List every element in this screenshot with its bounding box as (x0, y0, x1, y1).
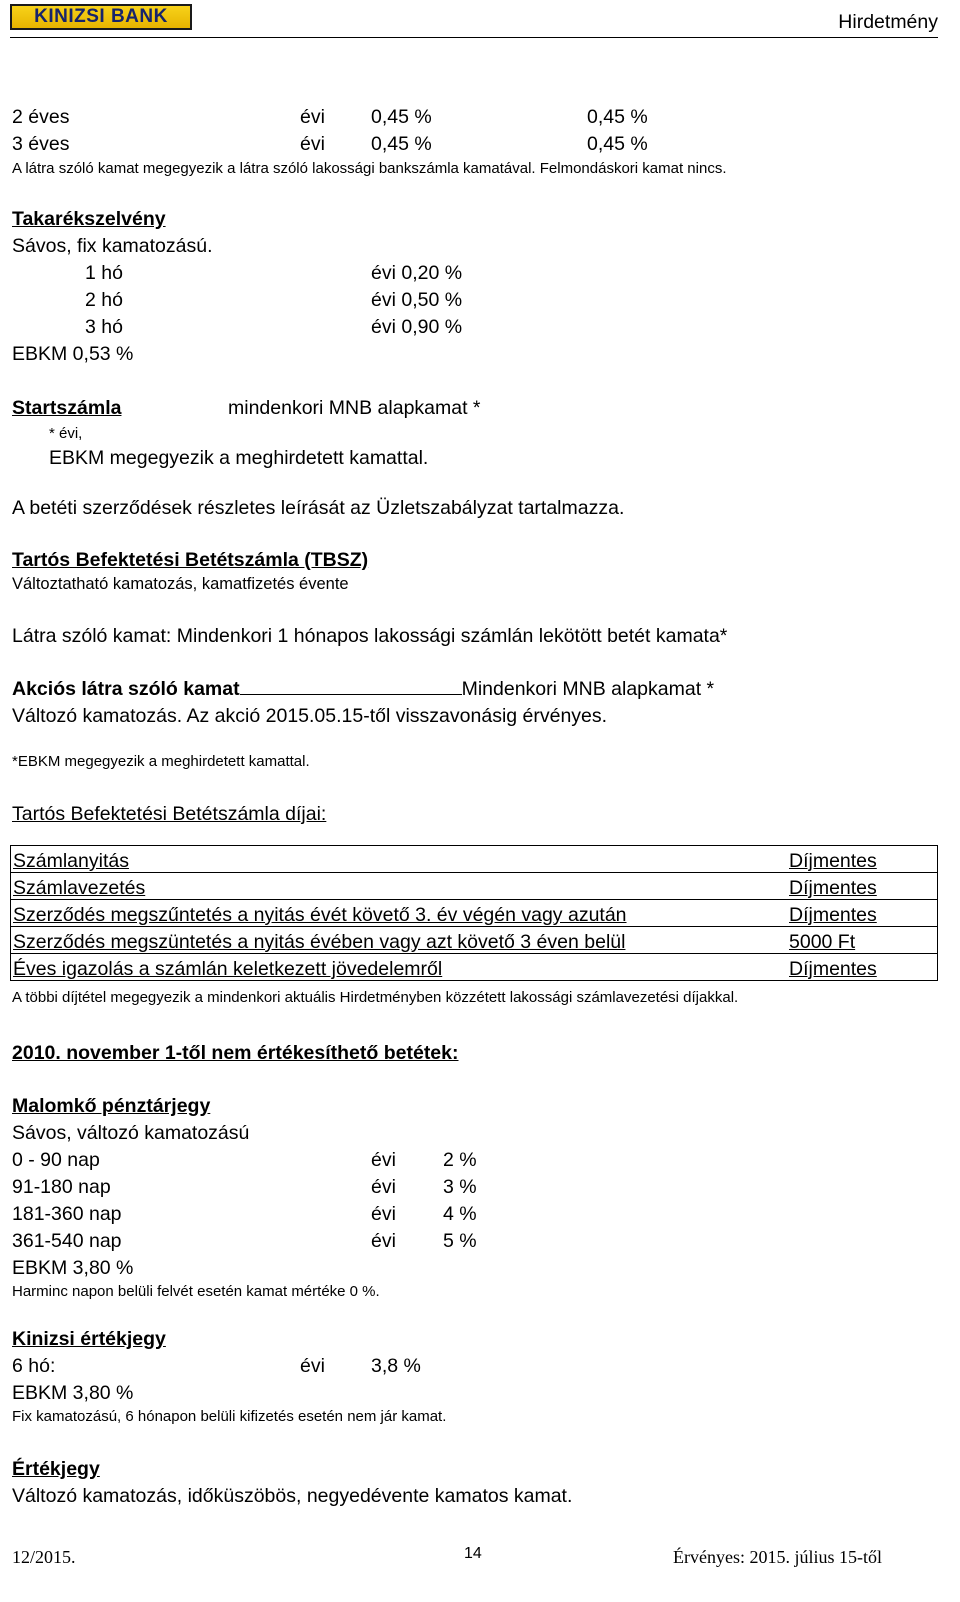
fee-label: Szerződés megszűntetés a nyitás évét követő 3. év végén vagy azután (13, 904, 627, 926)
fee-value: Díjmentes (789, 850, 877, 872)
fee-label: Szerződés megszüntetés a nyitás évében vagy azt követő 3 éven belül (13, 931, 626, 953)
malomko-ebkm: EBKM 3,80 % (12, 1257, 134, 1279)
deposit-rate-ebkm: 0,45 % (587, 133, 648, 155)
tbsz-subtitle: Változtatható kamatozás, kamatfizetés évente (12, 575, 349, 593)
deposit-rate: 0,45 % (371, 133, 432, 155)
takarekszelveny-rate: évi 0,20 % (371, 262, 463, 284)
malomko-term: 181-360 nap (12, 1203, 122, 1225)
deposit-rate: 0,45 % (371, 106, 432, 128)
ertekjegy-title: Értékjegy (12, 1458, 100, 1480)
takarekszelveny-ebkm: EBKM 0,53 % (12, 343, 134, 365)
takarekszelveny-term: 1 hó (85, 262, 123, 284)
deposit-note: A látra szóló kamat megegyezik a látra szóló lakossági bankszámla kamatával. Felmondáskori kamat nincs. (12, 160, 727, 177)
takarekszelveny-term: 3 hó (85, 316, 123, 338)
tbsz-promo-rate: Mindenkori MNB alapkamat * (461, 678, 715, 700)
takarekszelveny-rate: évi 0,50 % (371, 289, 463, 311)
deposit-unit: évi (300, 106, 325, 128)
malomko-rate: 3 % (443, 1176, 477, 1198)
takarekszelveny-subtitle: Sávos, fix kamatozású. (12, 235, 213, 257)
tbsz-sight-rate: Látra szóló kamat: Mindenkori 1 hónapos lakossági számlán lekötött betét kamata* (12, 625, 728, 647)
tbsz-ebkm-note: *EBKM megegyezik a meghirdetett kamattal. (12, 753, 310, 770)
startszamla-title: Startszámla (12, 397, 122, 419)
table-row (11, 846, 938, 873)
table-row (11, 927, 938, 954)
fee-table (10, 845, 938, 981)
table-row (11, 954, 938, 981)
fee-value: Díjmentes (789, 904, 877, 926)
fee-label: Éves igazolás a számlán keletkezett jövedelemről (13, 958, 443, 980)
tbsz-promo-note: Változó kamatozás. Az akció 2015.05.15-től visszavonásig érvényes. (12, 705, 608, 727)
general-note: A betéti szerződések részletes leírását az Üzletszabályzat tartalmazza. (12, 497, 625, 519)
kinizsi-ebkm: EBKM 3,80 % (12, 1382, 134, 1404)
malomko-term: 91-180 nap (12, 1176, 111, 1198)
tbsz-title: Tartós Befektetési Betétszámla (TBSZ) (12, 549, 369, 571)
deposit-term: 3 éves (12, 133, 70, 155)
footer-validity: Érvényes: 2015. július 15-től (673, 1547, 882, 1567)
deposit-unit: évi (300, 133, 325, 155)
table-row (11, 873, 938, 900)
deposit-rate-ebkm: 0,45 % (587, 106, 648, 128)
startszamla-rate: mindenkori MNB alapkamat * (228, 397, 481, 419)
ertekjegy-note: Változó kamatozás, időküszöbös, negyedévente kamatos kamat. (12, 1485, 573, 1507)
tbsz-promo-row (12, 678, 714, 701)
fee-value: Díjmentes (789, 877, 877, 899)
footer-issue: 12/2015. (12, 1547, 76, 1567)
malomko-unit: évi (371, 1203, 396, 1225)
malomko-unit: évi (371, 1176, 396, 1198)
malomko-rate: 2 % (443, 1149, 477, 1171)
malomko-term: 361-540 nap (12, 1230, 122, 1252)
fee-value: 5000 Ft (789, 931, 856, 953)
kinizsi-note: Fix kamatozású, 6 hónapon belüli kifizetés esetén nem jár kamat. (12, 1408, 447, 1425)
bank-logo: KINIZSI BANK (10, 4, 192, 30)
malomko-title: Malomkő pénztárjegy (12, 1095, 211, 1117)
takarekszelveny-rate: évi 0,90 % (371, 316, 463, 338)
fee-value: Díjmentes (789, 958, 877, 980)
document-title: Hirdetmény (838, 11, 938, 33)
page-number: 14 (464, 1545, 482, 1562)
kinizsi-term: 6 hó: (12, 1355, 56, 1377)
malomko-rate: 5 % (443, 1230, 477, 1252)
malomko-unit: évi (371, 1149, 396, 1171)
startszamla-footnote: * évi, (49, 425, 83, 442)
malomko-note: Harminc napon belüli felvét esetén kamat mértéke 0 %. (12, 1283, 380, 1300)
kinizsi-unit: évi (300, 1355, 325, 1377)
deposit-term: 2 éves (12, 106, 70, 128)
fee-label: Számlavezetés (13, 877, 146, 899)
not-issuable-title: 2010. november 1-től nem értékesíthető betétek: (12, 1042, 459, 1064)
malomko-unit: évi (371, 1230, 396, 1252)
fee-label: Számlanyitás (13, 850, 129, 872)
kinizsi-title: Kinizsi értékjegy (12, 1328, 166, 1350)
fees-note: A többi díjtétel megegyezik a mindenkori aktuális Hirdetményben közzétett lakossági számlavezetési díjakkal. (12, 989, 739, 1006)
takarekszelveny-title: Takarékszelvény (12, 208, 166, 230)
tbsz-fees-title: Tartós Befektetési Betétszámla díjai: (12, 803, 327, 825)
malomko-term: 0 - 90 nap (12, 1149, 100, 1171)
table-row (11, 900, 938, 927)
tbsz-promo-label: Akciós látra szóló kamat (12, 678, 240, 700)
malomko-rate: 4 % (443, 1203, 477, 1225)
startszamla-ebkm-note: EBKM megegyezik a meghirdetett kamattal. (49, 447, 429, 469)
takarekszelveny-term: 2 hó (85, 289, 123, 311)
kinizsi-rate: 3,8 % (371, 1355, 421, 1377)
malomko-subtitle: Sávos, változó kamatozású (12, 1122, 250, 1144)
promo-fill-line (240, 678, 462, 695)
header-divider (10, 37, 938, 38)
